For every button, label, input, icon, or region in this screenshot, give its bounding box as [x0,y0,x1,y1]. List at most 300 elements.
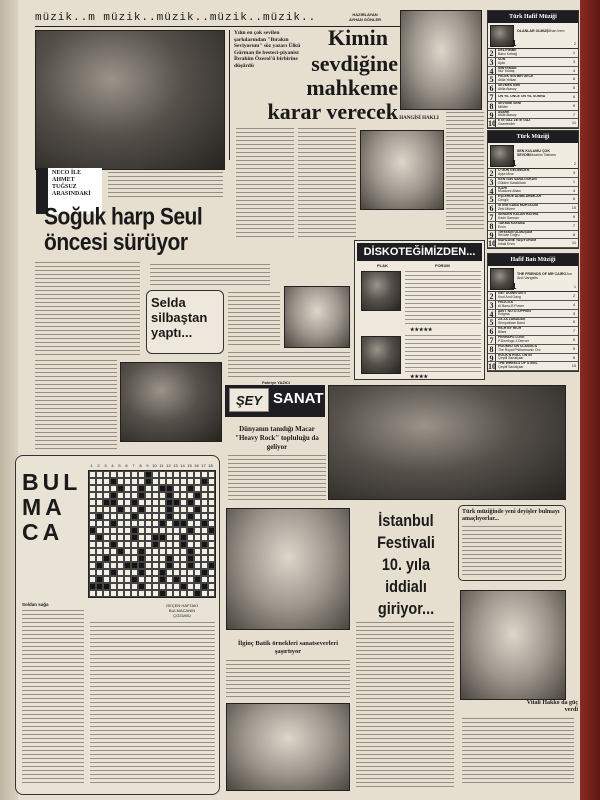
crossword-cell[interactable] [194,513,201,520]
crossword-cell[interactable] [110,583,117,590]
crossword-cell[interactable] [173,534,180,541]
black-cell [152,541,159,548]
crossword-cell[interactable] [180,471,187,478]
crossword-cell[interactable] [96,541,103,548]
crossword-cell[interactable] [201,562,208,569]
rank: 5 [488,318,496,326]
artist: Gazeteciler [498,122,516,127]
crossword-cell[interactable] [124,583,131,590]
crossword-cell[interactable] [131,583,138,590]
rank: 5 [488,195,496,203]
crossword-cell[interactable] [187,478,194,485]
crossword-cell[interactable] [138,590,145,597]
crossword-cell[interactable] [138,499,145,506]
chart-entry [488,102,578,111]
crossword-cell[interactable] [103,520,110,527]
crossword-cell[interactable] [180,569,187,576]
crossword-cell[interactable] [89,541,96,548]
chart-entry [488,301,578,310]
photo-rock-group [226,508,350,630]
crossword-cell[interactable] [201,548,208,555]
crossword-cell[interactable] [117,527,124,534]
crossword-cell[interactable] [208,520,215,527]
crossword-cell[interactable] [124,471,131,478]
crossword-cell[interactable] [201,534,208,541]
crossword-cell[interactable] [117,513,124,520]
crossword-cell[interactable] [194,534,201,541]
crossword-cell[interactable] [187,471,194,478]
crossword-cell[interactable] [117,534,124,541]
crossword-cell[interactable] [89,471,96,478]
crossword-cell[interactable] [208,499,215,506]
crossword-cell[interactable] [166,520,173,527]
prev: 11 [571,240,577,246]
crossword-cell[interactable] [145,492,152,499]
crossword-cell[interactable] [89,506,96,513]
crossword-cell[interactable] [96,499,103,506]
crossword-cell[interactable] [117,471,124,478]
crossword-cell[interactable] [152,590,159,597]
crossword-cell[interactable] [159,555,166,562]
crossword-cell[interactable] [117,520,124,527]
black-cell [131,527,138,534]
crossword-cell[interactable] [89,590,96,597]
crossword-cell[interactable] [166,541,173,548]
crossword-cell[interactable] [89,478,96,485]
crossword-cell[interactable] [173,548,180,555]
crossword-cell[interactable] [96,506,103,513]
crossword-cell[interactable] [124,590,131,597]
crossword-cell[interactable] [89,576,96,583]
crossword-cell[interactable] [96,492,103,499]
crossword-cell[interactable] [180,513,187,520]
crossword-cell[interactable] [110,513,117,520]
crossword-cell[interactable] [166,569,173,576]
crossword-cell[interactable] [152,471,159,478]
crossword-cell[interactable] [159,583,166,590]
crossword-cell[interactable] [208,478,215,485]
crossword-cell[interactable] [173,583,180,590]
artist: P.Domingo-J.Denver [498,338,530,343]
crossword-cell[interactable] [152,513,159,520]
crossword-cell[interactable] [124,569,131,576]
crossword-cell[interactable] [138,527,145,534]
crossword-cell[interactable] [208,576,215,583]
crossword-cell[interactable] [117,492,124,499]
black-cell [187,513,194,520]
crossword-cell[interactable] [159,499,166,506]
crossword-cell[interactable] [173,527,180,534]
crossword-cell[interactable] [96,478,103,485]
crossword-cell[interactable] [194,569,201,576]
crossword-cell[interactable] [145,590,152,597]
song: AIN'T NO STOPPING [498,309,532,313]
black-cell [159,576,166,583]
crossword-cell[interactable] [208,548,215,555]
crossword-cell[interactable] [180,576,187,583]
crossword-cell[interactable] [187,506,194,513]
crossword-cell[interactable] [124,492,131,499]
box-headline: Türk müziğinde yeni deyişler bulmayı amaçlıyorlar... [462,509,560,522]
crossword-cell[interactable] [159,492,166,499]
crossword-cell[interactable] [124,520,131,527]
crossword-cell[interactable] [117,541,124,548]
crossword-cell[interactable] [159,478,166,485]
crossword-cell[interactable] [145,520,152,527]
crossword-cell[interactable] [180,499,187,506]
body-text [228,352,350,378]
crossword-cell[interactable] [180,506,187,513]
singer-photo [361,336,401,374]
crossword-cell[interactable] [124,485,131,492]
crossword-cell[interactable] [201,513,208,520]
black-cell [187,562,194,569]
crossword-cell[interactable] [103,478,110,485]
crossword-cell[interactable] [166,590,173,597]
crossword-cell[interactable] [159,548,166,555]
crossword-cell[interactable] [152,492,159,499]
black-cell [173,576,180,583]
song: KENTSİN SANA DOKUN [498,177,537,181]
crossword-cell[interactable] [89,485,96,492]
crossword-cell[interactable] [131,471,138,478]
crossword-cell[interactable] [201,492,208,499]
story-intro: Yılın en çok sevilen şarkılarından "Bırakın Seviyorum" söz yazarı Ülkü Gürman ile besteci-piyanist İbrahim Özerol'ü birbirine düşürdü [234,30,301,69]
crossword-cell[interactable] [173,492,180,499]
crossword-cell[interactable] [208,534,215,541]
crossword-cell[interactable] [96,485,103,492]
crossword-cell[interactable] [131,590,138,597]
crossword-grid[interactable] [88,470,216,598]
crossword-cell[interactable] [145,541,152,548]
crossword-cell[interactable] [145,569,152,576]
crossword-cell[interactable] [159,541,166,548]
crossword-cell[interactable] [145,555,152,562]
crossword-cell[interactable] [152,569,159,576]
crossword-cell[interactable] [145,562,152,569]
crossword-cell[interactable] [103,541,110,548]
crossword-cell[interactable] [173,562,180,569]
crossword-cell[interactable] [138,534,145,541]
crossword-cell[interactable] [208,492,215,499]
artist: Kool And Gang [498,294,521,299]
crossword-cell[interactable] [187,492,194,499]
crossword-cell[interactable] [145,583,152,590]
crossword-cell[interactable] [201,527,208,534]
crossword-cell[interactable] [145,534,152,541]
crossword-cell[interactable] [89,555,96,562]
crossword-cell[interactable] [194,499,201,506]
crossword-cell[interactable] [138,541,145,548]
song: TAKMA KAFANA [498,221,525,225]
crossword-cell[interactable] [117,478,124,485]
crossword-cell[interactable] [138,471,145,478]
crossword-cell[interactable] [103,590,110,597]
crossword-cell[interactable] [124,548,131,555]
crossword-cell[interactable] [96,555,103,562]
crossword-cell[interactable] [159,562,166,569]
crossword-cell[interactable] [117,555,124,562]
crossword-cell[interactable] [159,471,166,478]
column-number: 5 [118,463,121,468]
crossword-cell[interactable] [187,534,194,541]
headline-line-1: Kimin [328,25,388,50]
crossword-cell[interactable] [145,548,152,555]
crossword-cell[interactable] [103,562,110,569]
crossword-cell[interactable] [201,471,208,478]
black-cell [166,485,173,492]
crossword-cell[interactable] [96,527,103,534]
body-text [228,292,280,348]
crossword-cell[interactable] [110,534,117,541]
crossword-cell[interactable] [173,471,180,478]
crossword-cell[interactable] [180,590,187,597]
crossword-cell[interactable] [110,471,117,478]
crossword-cell[interactable] [173,569,180,576]
crossword-cell[interactable] [208,583,215,590]
crossword-cell[interactable] [208,471,215,478]
crossword-cell[interactable] [201,576,208,583]
crossword-cell[interactable] [173,513,180,520]
crossword-cell[interactable] [166,576,173,583]
crossword-cell[interactable] [138,520,145,527]
crossword-cell[interactable] [131,492,138,499]
artist: Gülden Karaböcek [498,180,527,185]
crossword-cell[interactable] [103,548,110,555]
crossword-cell[interactable] [166,534,173,541]
crossword-cell[interactable] [103,492,110,499]
rank: 8 [488,345,496,353]
crossword-cell[interactable] [180,527,187,534]
crossword-cell[interactable] [152,548,159,555]
crossword-cell[interactable] [145,485,152,492]
crossword-cell[interactable] [89,520,96,527]
rank: 1 [512,38,517,48]
crossword-cell[interactable] [131,485,138,492]
crossword-cell[interactable] [124,513,131,520]
crossword-cell[interactable] [117,583,124,590]
crossword-cell[interactable] [208,485,215,492]
crossword-cell[interactable] [152,478,159,485]
crossword-cell[interactable] [103,569,110,576]
crossword-cell[interactable] [194,548,201,555]
crossword-cell[interactable] [208,590,215,597]
crossword-cell[interactable] [110,527,117,534]
crossword-cell[interactable] [166,548,173,555]
disko-box [354,240,485,380]
crossword-cell[interactable] [117,569,124,576]
crossword-cell[interactable] [152,583,159,590]
crossword-cell[interactable] [208,555,215,562]
black-cell [152,534,159,541]
crossword-cell[interactable] [208,513,215,520]
crossword-cell[interactable] [194,541,201,548]
crossword-cell[interactable] [89,513,96,520]
prev: 1 [572,178,576,184]
crossword-cell[interactable] [117,576,124,583]
crossword-cell[interactable] [131,520,138,527]
crossword-cell[interactable] [138,478,145,485]
crossword-cell[interactable] [152,506,159,513]
body-text [228,455,326,503]
crossword-cell[interactable] [89,548,96,555]
crossword-cell[interactable] [194,485,201,492]
crossword-cell[interactable] [89,562,96,569]
crossword-cell[interactable] [194,555,201,562]
black-cell [166,492,173,499]
crossword-cell[interactable] [187,541,194,548]
crossword-cell[interactable] [138,576,145,583]
crossword-cell[interactable] [110,590,117,597]
crossword-cell[interactable] [124,576,131,583]
crossword-cell[interactable] [194,562,201,569]
crossword-cell[interactable] [110,562,117,569]
crossword-cell[interactable] [96,548,103,555]
black-cell [180,541,187,548]
crossword-cell[interactable] [187,520,194,527]
crossword-cell[interactable] [180,555,187,562]
crossword-cell[interactable] [117,562,124,569]
crossword-cell[interactable] [166,583,173,590]
crossword-cell[interactable] [89,534,96,541]
crossword-cell[interactable] [145,576,152,583]
crossword-cell[interactable] [194,520,201,527]
crossword-cell[interactable] [124,541,131,548]
crossword-cell[interactable] [173,541,180,548]
song: FELEKTEN BİR GECE [498,75,534,79]
crossword-cell[interactable] [89,569,96,576]
black-cell [117,506,124,513]
crossword-cell[interactable] [110,506,117,513]
crossword-cell[interactable] [89,499,96,506]
crossword-cell[interactable] [159,506,166,513]
crossword-cell[interactable] [145,499,152,506]
crossword-cell[interactable] [145,513,152,520]
black-cell [138,548,145,555]
crossword-title [22,470,81,545]
crossword-cell[interactable] [152,555,159,562]
artist: Bilani [498,330,507,335]
crossword-cell[interactable] [180,492,187,499]
crossword-cell[interactable] [131,478,138,485]
prev: 6 [572,196,576,202]
crossword-cell[interactable] [152,485,159,492]
crossword-cell[interactable] [159,527,166,534]
crossword-cell[interactable] [145,527,152,534]
crossword-cell[interactable] [194,527,201,534]
crossword-cell[interactable] [152,562,159,569]
crossword-cell[interactable] [117,590,124,597]
black-cell [138,562,145,569]
crossword-cell[interactable] [103,506,110,513]
crossword-cell[interactable] [201,506,208,513]
crossword-cell[interactable] [152,499,159,506]
crossword-cell[interactable] [173,590,180,597]
crossword-cell[interactable] [110,548,117,555]
crossword-cell[interactable] [166,471,173,478]
crossword-cell[interactable] [117,499,124,506]
crossword-cell[interactable] [173,506,180,513]
crossword-cell[interactable] [96,590,103,597]
crossword-cell[interactable] [208,541,215,548]
crossword-cell[interactable] [124,499,131,506]
crossword-cell[interactable] [166,478,173,485]
crossword-cell[interactable] [201,590,208,597]
artist: Nur Yoldaş [498,69,515,74]
prev: 8 [572,231,576,237]
rank: 3 [488,301,496,309]
crossword-cell[interactable] [124,555,131,562]
crossword-cell[interactable] [131,548,138,555]
crossword-cell[interactable] [159,513,166,520]
crossword-cell[interactable] [152,527,159,534]
crossword-cell[interactable] [180,485,187,492]
crossword-cell[interactable] [103,527,110,534]
black-cell [166,513,173,520]
crossword-cell[interactable] [173,485,180,492]
crossword-cell[interactable] [89,492,96,499]
crossword-cell[interactable] [152,576,159,583]
crossword-cell[interactable] [187,569,194,576]
headline-line-1: Soğuk harp Seul [44,203,203,231]
crossword-cell[interactable] [131,506,138,513]
crossword-cell[interactable] [187,576,194,583]
black-cell [159,520,166,527]
crossword-cell[interactable] [152,520,159,527]
song: MAHZUNE YAŞIYORUM [498,239,537,243]
crossword-cell[interactable] [131,569,138,576]
crossword-cell[interactable] [103,471,110,478]
crossword-cell[interactable] [173,555,180,562]
crossword-cell[interactable] [208,506,215,513]
crossword-cell[interactable] [194,471,201,478]
crossword-cell[interactable] [103,513,110,520]
crossword-cell[interactable] [208,569,215,576]
crossword-cell[interactable] [96,520,103,527]
crossword-cell[interactable] [194,478,201,485]
crossword-cell[interactable] [201,485,208,492]
crossword-cell[interactable] [124,534,131,541]
crossword-cell[interactable] [180,548,187,555]
crossword-cell[interactable] [180,478,187,485]
crossword-cell[interactable] [187,583,194,590]
crossword-cell[interactable] [187,590,194,597]
artist: The Royal Philharmonic Orc. [498,347,542,352]
crossword-cell[interactable] [103,534,110,541]
crossword-cell[interactable] [124,478,131,485]
crossword-cell[interactable] [96,471,103,478]
crossword-cell[interactable] [110,555,117,562]
crossword-cell[interactable] [124,527,131,534]
crossword-cell[interactable] [166,527,173,534]
crossword-cell[interactable] [110,576,117,583]
crossword-cell[interactable] [201,499,208,506]
column-number: 11 [159,463,164,468]
crossword-cell[interactable] [180,562,187,569]
crossword-cell[interactable] [124,506,131,513]
crossword-cell[interactable] [131,541,138,548]
crossword-cell[interactable] [131,555,138,562]
crossword-cell[interactable] [103,576,110,583]
crossword-cell[interactable] [110,485,117,492]
crossword-cell[interactable] [103,485,110,492]
crossword-cell[interactable] [201,555,208,562]
crossword-cell[interactable] [194,583,201,590]
crossword-cell[interactable] [138,513,145,520]
crossword-cell[interactable] [173,478,180,485]
crossword-cell[interactable] [96,569,103,576]
crossword-cell[interactable] [145,506,152,513]
